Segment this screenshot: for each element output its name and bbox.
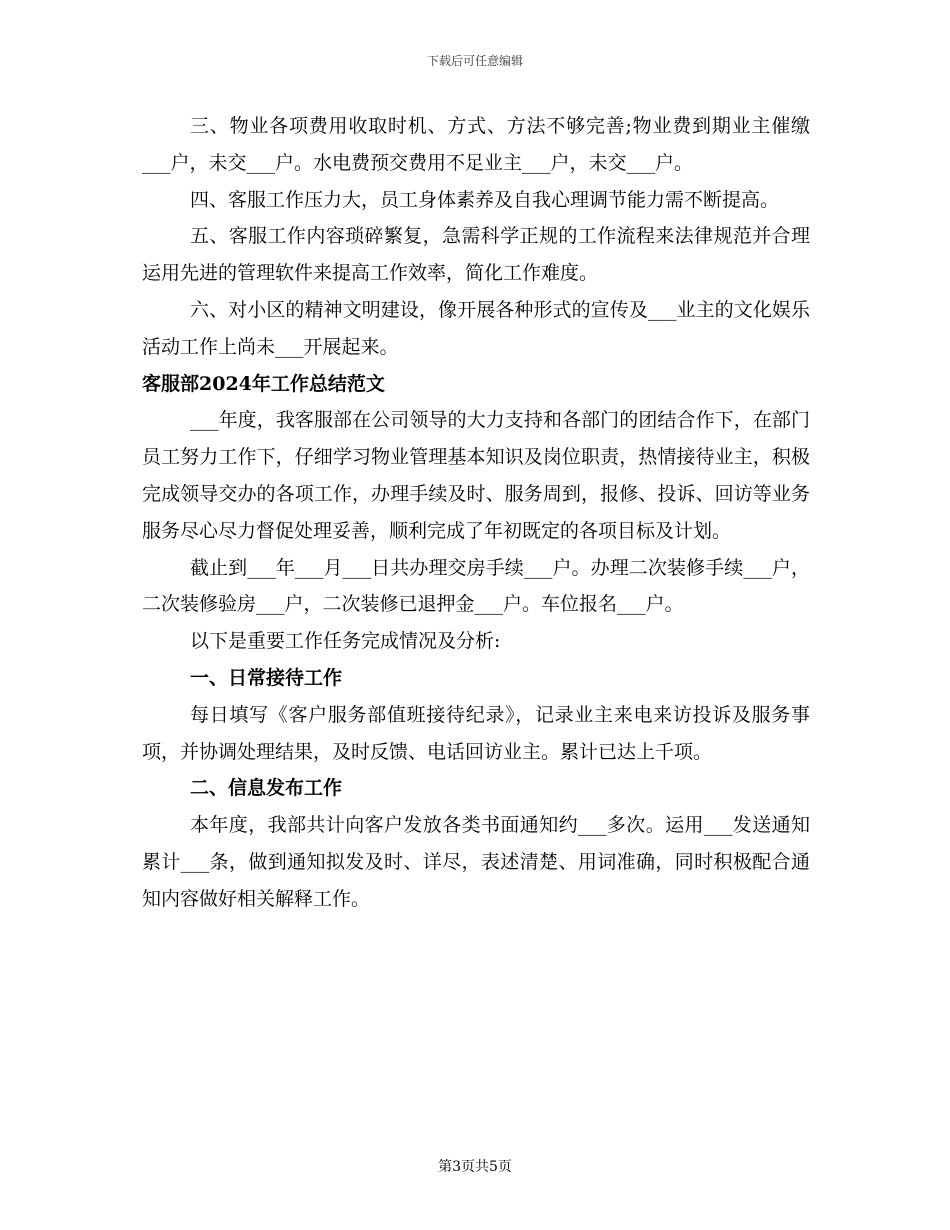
section-heading-reception: 一、日常接待工作 bbox=[190, 666, 343, 689]
page-header-note: 下载后可任意编辑 bbox=[426, 54, 523, 68]
paragraph-workflow: 五、客服工作内容琐碎繁复，急需科学正规的工作流程来法律规范并合理运用先进的管理软件来提高工作效率，简化工作难度。 bbox=[142, 225, 810, 285]
section-heading-info: 二、信息发布工作 bbox=[190, 777, 343, 800]
paragraph-pressure: 四、客服工作压力大，员工身体素养及自我心理调节能力需不断提高。 bbox=[190, 188, 780, 211]
paragraph-intro: ___年度，我客服部在公司领导的大力支持和各部门的团结合作下，在部门员工努力工作下，仔细学习物业管理基本知识及岗位职责，热情接待业主，积极完成领导交办的各项工作，办理手续及时、服务周到，报修、投诉、回访等业务服务尽心尽力督促处理妥善，顺利完成了年初既定的各项目标及计划。 bbox=[142, 409, 810, 542]
document-body bbox=[142, 108, 810, 918]
paragraph-statistics: 截止到___年___月___日共办理交房手续___户。办理二次装修手续___户，二次装修验房___户，二次装修已退押金___户。车位报名___户。 bbox=[142, 556, 810, 616]
page-footer-number: 第3页共5页 bbox=[438, 1159, 512, 1175]
paragraph-info: 本年度，我部共计向客户发放各类书面通知约___多次。运用___发送通知累计___条，做到通知拟发及时、详尽，表述清楚、用词准确，同时积极配合通知内容做好相关解释工作。 bbox=[142, 814, 810, 910]
paragraph-culture: 六、对小区的精神文明建设，像开展各种形式的宣传及___业主的文化娱乐活动工作上尚未___开展起来。 bbox=[142, 298, 810, 358]
paragraph-reception: 每日填写《客户服务部值班接待纪录》，记录业主来电来访投诉及服务事项，并协调处理结果，及时反馈、电话回访业主。累计已达上千项。 bbox=[142, 703, 810, 763]
paragraph-analysis-lead: 以下是重要工作任务完成情况及分析: bbox=[190, 630, 501, 653]
paragraph-fee-issues: 三、物业各项费用收取时机、方式、方法不够完善;物业费到期业主催缴___户，未交___户。水电费预交费用不足业主___户，未交___户。 bbox=[142, 115, 810, 174]
document-title: 客服部2024年工作总结范文 bbox=[142, 372, 385, 395]
